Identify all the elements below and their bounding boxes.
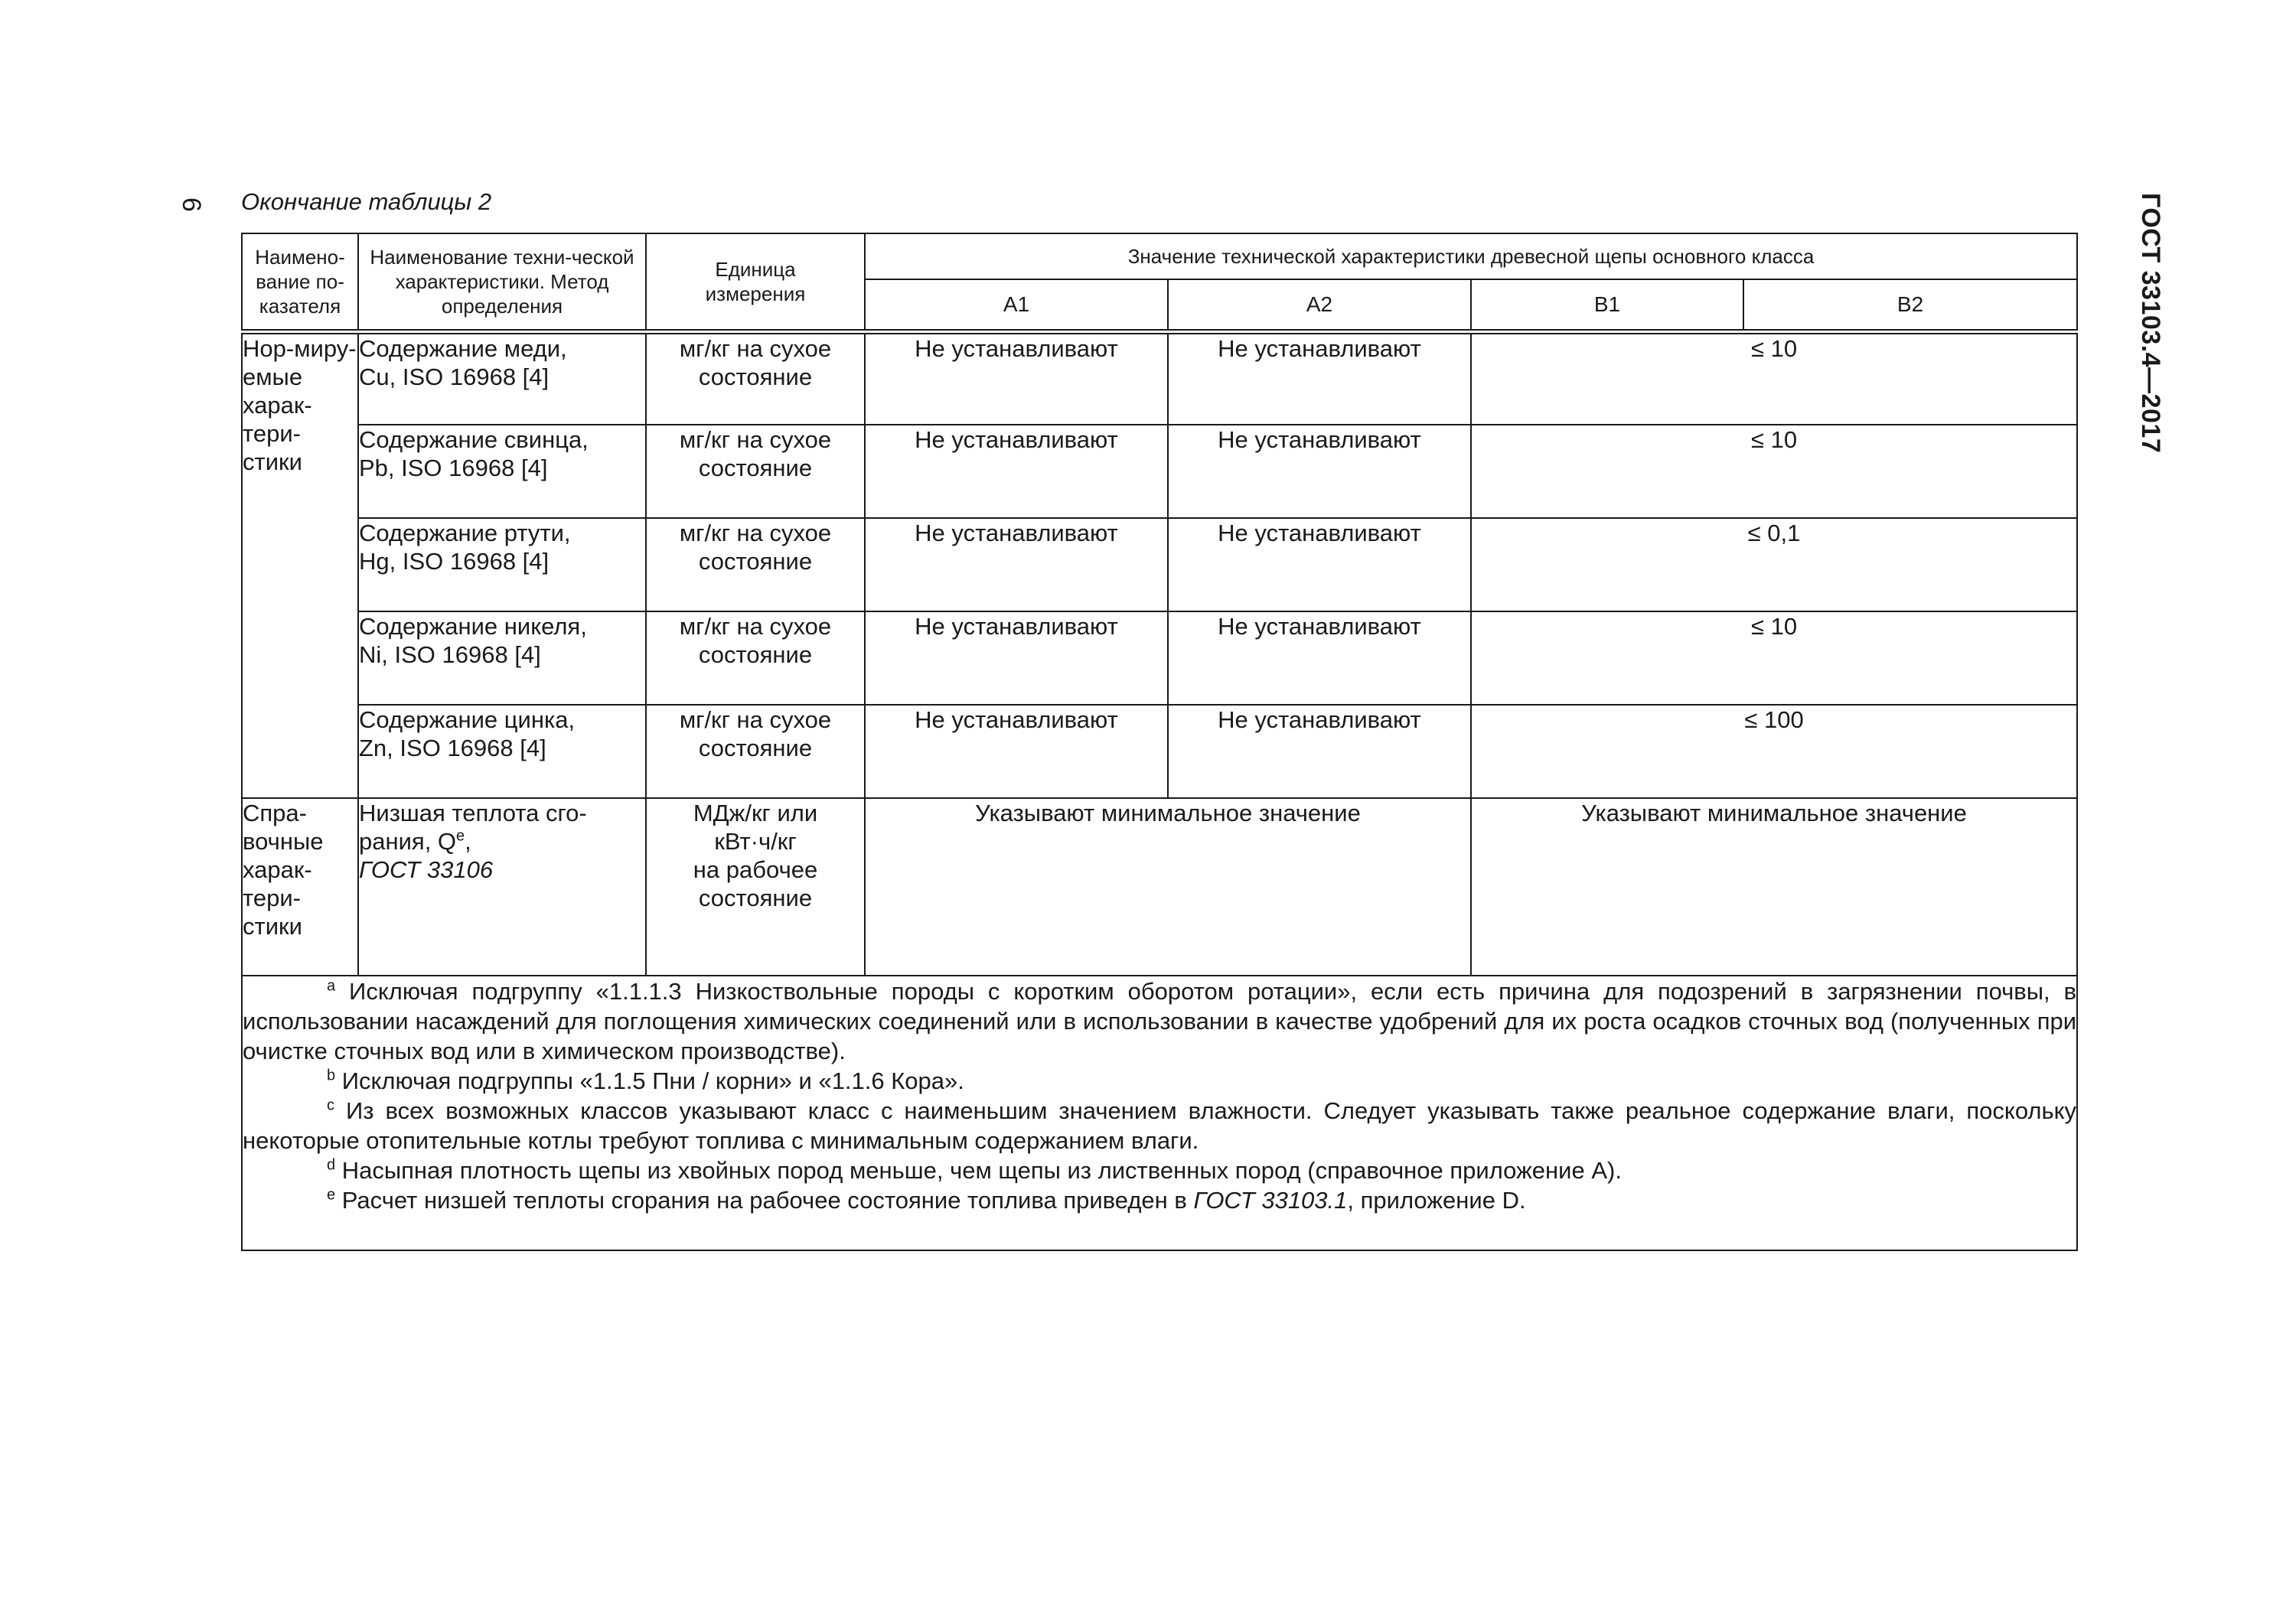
name-line: Hg, ISO 16968 [4] <box>359 548 550 575</box>
name-line: Pb, ISO 16968 [4] <box>359 455 548 481</box>
unit-line: состояние <box>698 885 813 911</box>
notes-row <box>242 976 2077 1250</box>
unit-line: мг/кг на сухое <box>679 613 832 640</box>
header-unit: Единица измерения <box>646 233 865 331</box>
name-line: Содержание свинца, <box>359 426 589 453</box>
row-name <box>358 611 646 705</box>
standard-reference: ГОСТ 33103.1 <box>1193 1187 1348 1214</box>
table-row <box>242 331 2077 425</box>
unit-line: МДж/кг или <box>693 800 818 826</box>
header-characteristic: Наименование техни-ческой характеристики. Метод определения <box>358 233 646 331</box>
name-line: Низшая теплота сго- <box>359 800 587 826</box>
standard-designation: ГОСТ 33103.4—2017 <box>2136 193 2165 454</box>
value-b: ≤ 10 <box>1471 611 2077 705</box>
name-line: Cu, ISO 16968 [4] <box>359 363 550 390</box>
table-row <box>242 425 2077 518</box>
name-line: Содержание меди, <box>359 334 567 362</box>
name-line: Zn, ISO 16968 [4] <box>359 735 546 761</box>
footnote-mark: d <box>327 1156 336 1174</box>
row-unit <box>646 425 865 518</box>
name-punct: , <box>465 828 471 855</box>
row-unit <box>646 611 865 705</box>
unit-line: кВт·ч/кг <box>714 828 797 855</box>
value-a2: Не устанавливают <box>1168 518 1471 611</box>
unit-line: на рабочее <box>693 856 818 883</box>
footnote-mark: b <box>327 1067 336 1084</box>
group-reference <box>242 798 358 976</box>
footnote-text: Исключая подгруппы «1.1.5 Пни / корни» и «1.1.6 Кора». <box>335 1067 964 1094</box>
value-a2: Не устанавливают <box>1168 705 1471 798</box>
specification-table <box>241 233 2078 1251</box>
footnote-a <box>243 976 2076 1066</box>
header-class-b1: В1 <box>1471 279 1743 331</box>
name-line: Содержание никеля, <box>359 613 587 640</box>
footnotes <box>242 976 2077 1250</box>
name-line: рания, Q <box>359 828 457 855</box>
unit-line: состояние <box>698 363 813 390</box>
header-class-a1: А1 <box>865 279 1168 331</box>
value-a1: Не устанавливают <box>865 705 1168 798</box>
value-a2: Не устанавливают <box>1168 611 1471 705</box>
footnote-text: Исключая подгруппу «1.1.1.3 Низкоствольные породы с коротким оборотом ротации», если есть причина для подозрений в загрязнении почвы, в использовании насаждений для поглощения химических соединений или в использовании в качестве удобрений для их роста осадков сточных вод (полученных при очистке сточных вод или в химическом производстве). <box>243 978 2077 1064</box>
header-class-a2: А2 <box>1168 279 1471 331</box>
row-unit <box>646 705 865 798</box>
footnote-mark: a <box>327 977 336 995</box>
row-unit <box>646 331 865 425</box>
footnote-e <box>243 1185 2076 1215</box>
value-a2: Не устанавливают <box>1168 425 1471 518</box>
page-number: 6 <box>176 197 206 212</box>
row-name <box>358 331 646 425</box>
value-b: Указывают минимальное значение <box>1471 798 2077 976</box>
standard-reference: ГОСТ 33106 <box>359 856 494 883</box>
group-normalized <box>242 331 358 798</box>
value-a: Указывают минимальное значение <box>865 798 1471 976</box>
table-row <box>242 705 2077 798</box>
footnote-text: Насыпная плотность щепы из хвойных пород меньше, чем щепы из лиственных пород (справочное приложение А). <box>335 1157 1622 1184</box>
header-value-group: Значение технической характеристики древесной щепы основного класса <box>865 233 2077 279</box>
unit-line: состояние <box>698 455 813 481</box>
row-unit <box>646 798 865 976</box>
unit-line: состояние <box>698 548 813 575</box>
unit-line: мг/кг на сухое <box>679 706 832 733</box>
name-line: Содержание цинка, <box>359 706 576 733</box>
value-a1: Не устанавливают <box>865 518 1168 611</box>
table-row <box>242 798 2077 976</box>
value-b: ≤ 10 <box>1471 331 2077 425</box>
name-line: Ni, ISO 16968 [4] <box>359 641 541 668</box>
unit-line: мг/кг на сухое <box>679 520 832 546</box>
footnote-d <box>243 1155 2076 1185</box>
group-label: Нор-миру-емые харак-тери-стики <box>243 334 357 475</box>
table-caption: Окончание таблицы 2 <box>241 188 492 215</box>
value-b: ≤ 100 <box>1471 705 2077 798</box>
footnote-text: Из всех возможных классов указывают класс с наименьшим значением влажности. Следует указывать также реальное содержание влаги, поскольку некоторые отопительные котлы требуют топлива с минимальным содержанием влаги. <box>243 1097 2077 1154</box>
value-b: ≤ 0,1 <box>1471 518 2077 611</box>
footnote-mark: c <box>327 1097 334 1114</box>
footnote-text: , приложение D. <box>1347 1187 1526 1214</box>
row-name <box>358 798 646 976</box>
footnote-c <box>243 1096 2076 1155</box>
group-label: Спра-вочные харак-тери-стики <box>243 800 324 940</box>
value-a1: Не устанавливают <box>865 611 1168 705</box>
footnote-b <box>243 1066 2076 1096</box>
footnote-mark: e <box>456 827 465 845</box>
table-row <box>242 518 2077 611</box>
footnote-mark: e <box>327 1186 336 1204</box>
footnote-text: Расчет низшей теплоты сгорания на рабочее состояние топлива приведен в <box>335 1187 1194 1214</box>
value-a1: Не устанавливают <box>865 425 1168 518</box>
value-a1: Не устанавливают <box>865 331 1168 425</box>
unit-line: состояние <box>698 641 813 668</box>
row-name <box>358 425 646 518</box>
unit-line: мг/кг на сухое <box>679 426 832 453</box>
row-name <box>358 705 646 798</box>
value-a2: Не устанавливают <box>1168 331 1471 425</box>
header-indicator: Наимено-вание по-казателя <box>242 233 358 331</box>
value-b: ≤ 10 <box>1471 425 2077 518</box>
row-unit <box>646 518 865 611</box>
unit-line: состояние <box>698 735 813 761</box>
table-row <box>242 611 2077 705</box>
unit-line: мг/кг на сухое <box>679 334 832 362</box>
header-class-b2: В2 <box>1743 279 2077 331</box>
row-name <box>358 518 646 611</box>
name-line: Содержание ртути, <box>359 520 571 546</box>
